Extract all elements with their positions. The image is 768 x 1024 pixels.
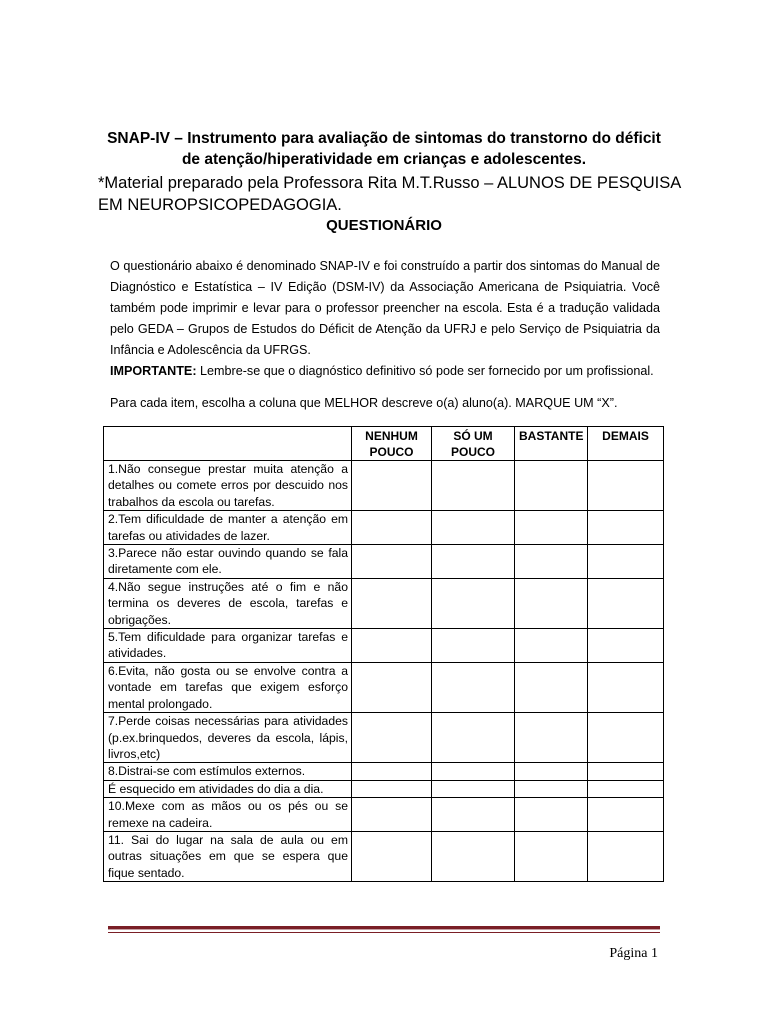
table-header-row (104, 427, 664, 461)
answer-cell-nenhum[interactable] (352, 629, 432, 663)
answer-cell-nenhum[interactable] (352, 461, 432, 511)
question-text: 2.Tem dificuldade de manter a atenção em tarefas ou atividades de lazer. (104, 511, 352, 545)
answer-cell-demais[interactable] (588, 831, 664, 881)
answer-cell-demais[interactable] (588, 578, 664, 628)
answer-cell-so-um-pouco[interactable] (432, 780, 515, 797)
question-text: 5.Tem dificuldade para organizar tarefas e atividades. (104, 629, 352, 663)
question-text: 1.Não consegue prestar muita atenção a detalhes ou comete erros por descuido nos trabalhos da escola ou tarefas. (104, 461, 352, 511)
instruction-text: Para cada item, escolha a coluna que MELHOR descreve o(a) aluno(a). MARQUE UM “X”. (110, 396, 618, 410)
document-title (60, 128, 708, 170)
answer-cell-demais[interactable] (588, 713, 664, 763)
questionnaire-table (103, 426, 664, 882)
intro-paragraph: O questionário abaixo é denominado SNAP-IV e foi construído a partir dos sintomas do Manual de Diagnóstico e Estatística – IV Edição (DSM-IV) da Associação Americana de Psiquiatria. Você também pode imprimir e levar para o professor preencher na escola. Esta é a tradução validada pelo GEDA – Grupos de Estudos do Déficit de Atenção da UFRJ e pelo Serviço de Psiquiatria da Infância e Adolescência da UFRGS. (110, 259, 660, 357)
footer-rule (108, 926, 660, 930)
important-note (110, 362, 654, 380)
answer-cell-bastante[interactable] (515, 780, 588, 797)
answer-cell-bastante[interactable] (515, 545, 588, 579)
title-line-1: SNAP-IV – Instrumento para avaliação de sintomas do transtorno do déficit (107, 130, 661, 147)
column-header-item (104, 427, 352, 461)
answer-cell-nenhum[interactable] (352, 763, 432, 780)
question-text: 6.Evita, não gosta ou se envolve contra a vontade em tarefas que exigem esforço mental prolongado. (104, 662, 352, 712)
answer-cell-bastante[interactable] (515, 798, 588, 832)
answer-cell-nenhum[interactable] (352, 662, 432, 712)
answer-cell-nenhum[interactable] (352, 511, 432, 545)
answer-cell-so-um-pouco[interactable] (432, 629, 515, 663)
table-row (104, 578, 664, 628)
table-row (104, 831, 664, 881)
answer-cell-demais[interactable] (588, 545, 664, 579)
question-text: 4.Não segue instruções até o fim e não termina os deveres de escola, tarefas e obrigações. (104, 578, 352, 628)
table-row (104, 763, 664, 780)
answer-cell-demais[interactable] (588, 763, 664, 780)
column-header-nenhum: NENHUM POUCO (352, 427, 432, 461)
footer-rule-thin (108, 932, 660, 933)
answer-cell-nenhum[interactable] (352, 831, 432, 881)
answer-cell-bastante[interactable] (515, 713, 588, 763)
answer-cell-so-um-pouco[interactable] (432, 763, 515, 780)
question-text: 8.Distrai-se com estímulos externos. (104, 763, 352, 780)
column-header-so-um-pouco: SÓ UM POUCO (432, 427, 515, 461)
column-header-bastante: BASTANTE (515, 427, 588, 461)
table-row (104, 461, 664, 511)
table-row (104, 545, 664, 579)
answer-cell-demais[interactable] (588, 629, 664, 663)
answer-cell-nenhum[interactable] (352, 578, 432, 628)
answer-cell-bastante[interactable] (515, 461, 588, 511)
answer-cell-bastante[interactable] (515, 831, 588, 881)
answer-cell-so-um-pouco[interactable] (432, 461, 515, 511)
question-text: 10.Mexe com as mãos ou os pés ou se remexe na cadeira. (104, 798, 352, 832)
answer-cell-demais[interactable] (588, 461, 664, 511)
table-row (104, 511, 664, 545)
table-row (104, 798, 664, 832)
question-text: 3.Parece não estar ouvindo quando se fala diretamente com ele. (104, 545, 352, 579)
table-row (104, 629, 664, 663)
answer-cell-nenhum[interactable] (352, 713, 432, 763)
title-line-2: de atenção/hiperatividade em crianças e adolescentes. (181, 151, 587, 168)
material-credit: *Material preparado pela Professora Rita M.T.Russo – ALUNOS DE PESQUISA EM NEUROPSICOPEDAGOGIA. (98, 174, 681, 214)
answer-cell-so-um-pouco[interactable] (432, 798, 515, 832)
answer-cell-nenhum[interactable] (352, 798, 432, 832)
answer-cell-so-um-pouco[interactable] (432, 713, 515, 763)
question-text: É esquecido em atividades do dia a dia. (104, 780, 352, 797)
answer-cell-demais[interactable] (588, 662, 664, 712)
answer-cell-bastante[interactable] (515, 511, 588, 545)
table-row (104, 780, 664, 797)
question-text: 11. Sai do lugar na sala de aula ou em outras situações em que se espera que fique sentado. (104, 831, 352, 881)
answer-cell-nenhum[interactable] (352, 545, 432, 579)
answer-cell-bastante[interactable] (515, 629, 588, 663)
section-title: QUESTIONÁRIO (326, 217, 442, 234)
table-row (104, 662, 664, 712)
answer-cell-bastante[interactable] (515, 763, 588, 780)
answer-cell-so-um-pouco[interactable] (432, 545, 515, 579)
answer-cell-nenhum[interactable] (352, 780, 432, 797)
page-number: Página 1 (609, 946, 658, 961)
answer-cell-so-um-pouco[interactable] (432, 511, 515, 545)
column-header-demais: DEMAIS (588, 427, 664, 461)
answer-cell-demais[interactable] (588, 511, 664, 545)
important-text: Lembre-se que o diagnóstico definitivo só pode ser fornecido por um profissional. (196, 364, 654, 378)
answer-cell-so-um-pouco[interactable] (432, 831, 515, 881)
question-text: 7.Perde coisas necessárias para atividades (p.ex.brinquedos, deveres da escola, lápis, livros,etc) (104, 713, 352, 763)
answer-cell-demais[interactable] (588, 780, 664, 797)
answer-cell-demais[interactable] (588, 798, 664, 832)
answer-cell-bastante[interactable] (515, 662, 588, 712)
important-label: IMPORTANTE: (110, 364, 197, 378)
table-row (104, 713, 664, 763)
answer-cell-so-um-pouco[interactable] (432, 662, 515, 712)
answer-cell-so-um-pouco[interactable] (432, 578, 515, 628)
answer-cell-bastante[interactable] (515, 578, 588, 628)
